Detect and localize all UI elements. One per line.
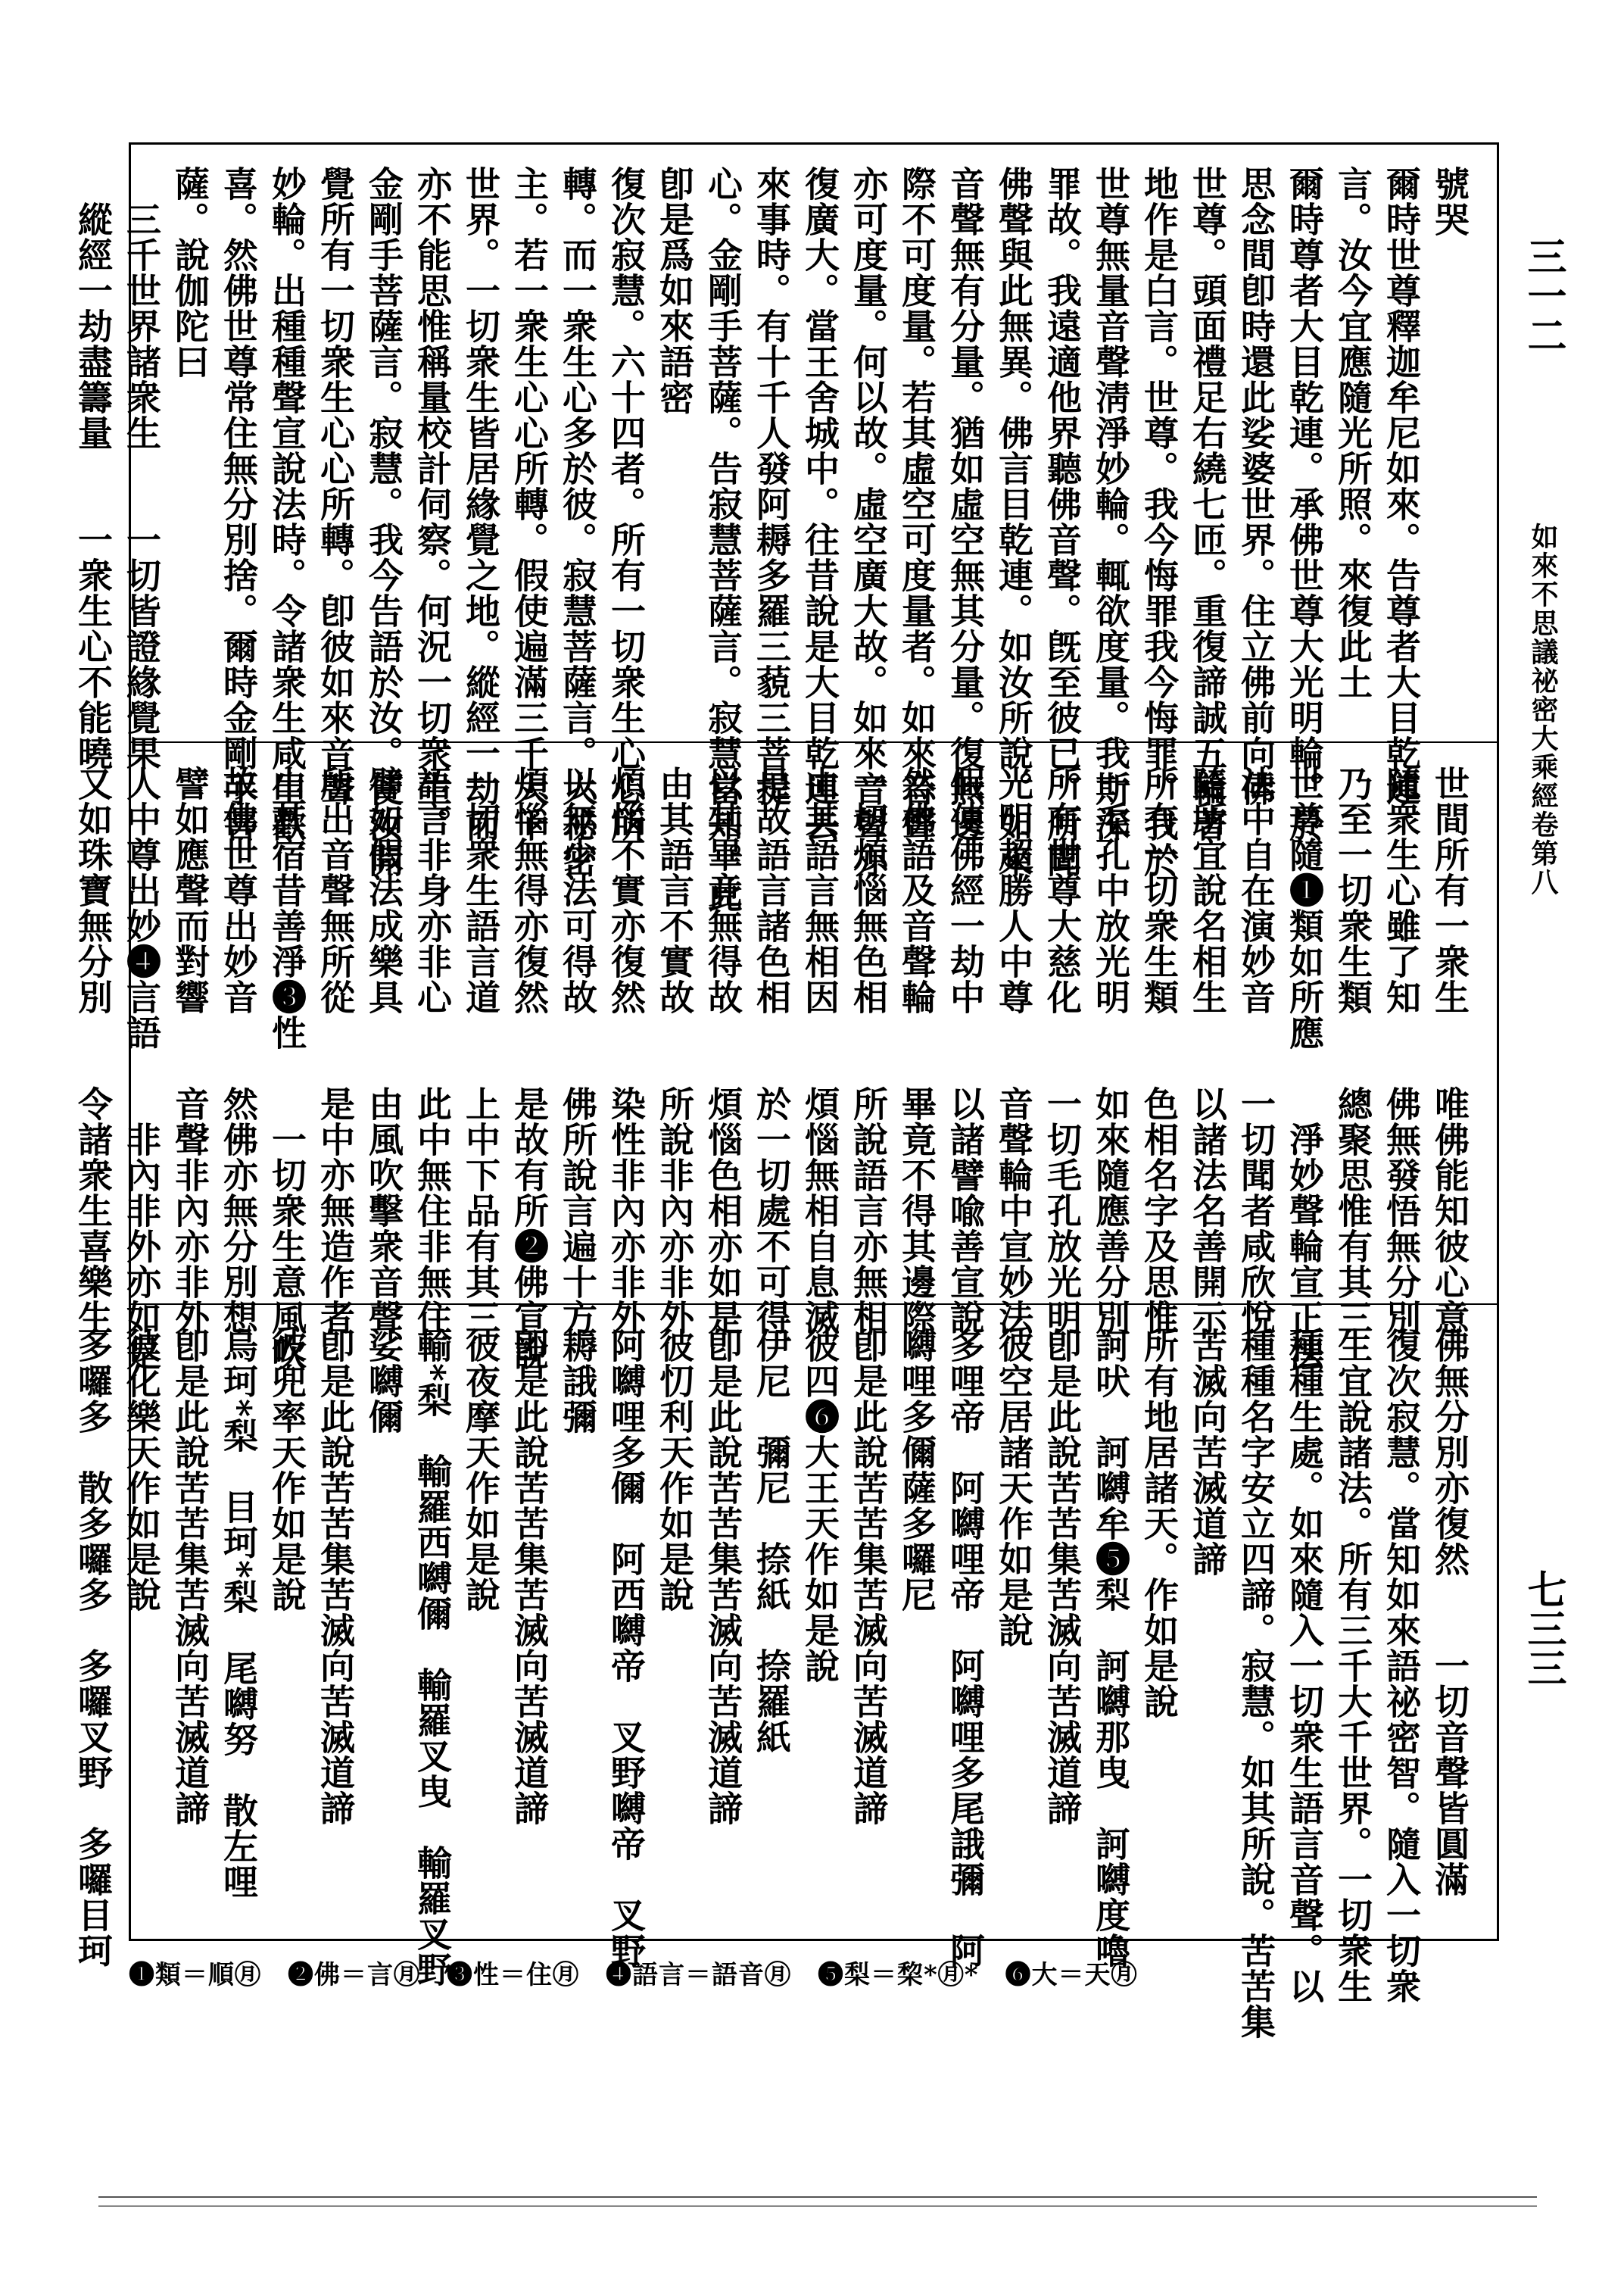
text-column: 號哭 xyxy=(1429,166,1470,237)
text-column: 所有一切衆生類 色相名字及思惟 xyxy=(1139,766,1180,1335)
bottom-rule-1 xyxy=(98,2196,1537,2198)
text-column: 由其語言不實故 所說非內亦非外 xyxy=(654,766,695,1335)
text-column: 罪故。我遠適他界聽佛音聲。旣至彼已。所聞 xyxy=(1042,166,1083,878)
page-number: 七三三 xyxy=(1520,1569,1566,1687)
text-column: 嚩哩多儞薩多囉尼 xyxy=(896,1328,937,1612)
text-column: 復廣大。當王舍城中。往昔說是大目乾連去 xyxy=(800,166,840,842)
text-column: 彼化樂天作如是說 xyxy=(121,1328,162,1612)
text-column: 薩。說伽陀曰 xyxy=(170,166,210,379)
text-column: 又如珠寶無分別 令諸衆生喜樂生 xyxy=(73,766,114,1335)
text-column: 輸*梨 輸羅西嚩儞 輸羅叉曳 輸羅叉野 xyxy=(412,1328,453,1988)
text-section-top xyxy=(73,145,1497,913)
text-column: 復次寂慧。當知如來語祕密智。隨入一切衆 xyxy=(1381,1328,1422,2004)
verse-section-middle xyxy=(73,744,1497,1371)
text-column: 光明超勝人中尊 音聲輪中宣妙法 xyxy=(993,766,1034,1335)
text-column: 生宜說諸法。所有三千大千世界。一切衆生 xyxy=(1333,1328,1373,2004)
volume-number: 三一二 xyxy=(1520,236,1566,354)
bottom-rule-2 xyxy=(98,2205,1537,2207)
text-column: 亦可度量。何以故。虛空廣大故。如來音聲亦 xyxy=(848,166,889,878)
text-column: 乃至一切衆生類 總聚思惟有其三 xyxy=(1333,766,1373,1335)
text-column: 阿嚩哩多儞 阿西嚩帝 叉野嚩帝 叉野 xyxy=(606,1328,647,1968)
text-column: 人中尊出妙❹言語 非內非外亦如是 xyxy=(121,766,162,1371)
text-column: 際不可度量。若其虛空可度量者。如來音聲 xyxy=(896,166,937,842)
text-columns-top xyxy=(69,166,1474,913)
text-column: 世尊。頭面禮足右繞七匝。重復諦誠五輪著 xyxy=(1187,166,1228,842)
text-column: 卽是此說苦苦集苦滅向苦滅道諦 xyxy=(703,1328,743,1826)
text-column: 縱經一劫盡籌量 一衆生心不能曉 xyxy=(73,166,114,771)
text-column: 煩惱無得亦復然 是故有所❷佛宣說 xyxy=(509,766,550,1371)
text-column: 主。若一衆生心心所轉。假使遍滿三千大千 xyxy=(509,166,550,842)
text-column: 卽是此說苦苦集苦滅向苦滅道諦 xyxy=(509,1328,550,1826)
text-column: 爾時世尊釋迦牟尼如來。告尊者大目乾連 xyxy=(1381,166,1422,807)
text-column: 喜。然佛世尊常住無分別捨。爾時金剛手菩 xyxy=(218,166,259,842)
text-column: 以其畢竟無得故 煩惱色相亦如是 xyxy=(703,766,743,1335)
text-column: 故佛世尊出妙音 然佛亦無分別想 xyxy=(218,766,259,1335)
text-column: 是故語言諸色相 於一切處不可得 xyxy=(751,766,792,1335)
text-column: 卽是此說苦苦集苦滅向苦滅道諦 xyxy=(315,1328,356,1826)
text-column: 卽是此說苦苦集苦滅向苦滅道諦 xyxy=(1042,1328,1083,1826)
text-column: 言。汝今宜應隨光所照。來復此土 xyxy=(1333,166,1373,700)
text-column: 一切煩惱無色相 所說語言亦無相 xyxy=(848,766,889,1335)
text-column: 一毛孔中放光明 如來隨應善分別 xyxy=(1090,766,1131,1335)
text-column: 卽是爲如來語密 xyxy=(654,166,695,415)
text-column: 隨所宜說名相生 以諸法名善開示 xyxy=(1187,766,1228,1335)
text-column: 語言非身亦非心 此中無住非無住 xyxy=(412,766,453,1335)
text-column: 多囉多 散多囉多 多囉叉野 多囉目珂 xyxy=(73,1328,114,1968)
text-column: 假使佛經一劫中 以諸譬喩善宣說 xyxy=(945,766,986,1335)
text-column: 世界。一切衆生皆居緣覺之地。縱經一劫而 xyxy=(460,166,501,842)
text-column: 世尊無量音聲淸淨妙輪。輒欲度量。我斯深 xyxy=(1090,166,1131,842)
text-column: 烏珂*梨 目珂*梨 尾嚩努 散左哩 xyxy=(218,1328,259,1900)
text-column: 以無少法可得故 佛所說言遍十方 xyxy=(557,766,598,1335)
text-column: 彼夜摩天作如是說 xyxy=(460,1328,501,1612)
text-column: 所出音聲無所從 是中亦無造作者 xyxy=(315,766,356,1335)
text-column: 所有地居諸天。作如是說 xyxy=(1139,1328,1180,1719)
text-column: 訶吠 訶嚩牟❺梨 訶嚩那曳 訶嚩度嚕 xyxy=(1090,1328,1131,1968)
text-column: 地作是白言。世尊。我今悔罪我今悔罪。我於 xyxy=(1139,166,1180,878)
text-column: 彼忉利天作如是說 xyxy=(654,1328,695,1612)
text-column: 隨衆生心雖了知 佛無發悟無分別 xyxy=(1381,766,1422,1335)
text-column: 所有世尊大慈化 一切毛孔放光明 xyxy=(1042,766,1083,1335)
text-column: 佛聲與此無異。佛言目乾連。如汝所說。如來 xyxy=(993,166,1034,878)
text-column: 來事時。有十千人發阿耨多羅三藐三菩提 xyxy=(751,166,792,807)
text-column: 彼四❻大王天作如是說 xyxy=(800,1328,840,1684)
text-column: 譬如假法成樂具 由風吹擊衆音聲 xyxy=(363,766,404,1335)
text-column: 妙輪。出種種聲宣說法時。令諸衆生咸生歡 xyxy=(267,166,307,842)
text-column: 娑嚩儞 xyxy=(363,1328,404,1434)
text-column: 彼空居諸天作如是說 xyxy=(993,1328,1034,1648)
text-column: 譬如應聲而對響 音聲非內亦非外 xyxy=(170,766,210,1335)
text-column: 轉。而一衆生心多於彼。寂慧菩薩言。大祕密 xyxy=(557,166,598,878)
text-column: 心。金剛手菩薩。告寂慧菩薩言。寂慧當知。此 xyxy=(703,166,743,913)
text-column: 卽是此說苦苦集苦滅向苦滅道諦 xyxy=(848,1328,889,1826)
text-column: 覺所有一切衆生心心所轉。卽彼如來音聲 xyxy=(315,166,356,807)
text-column: 多哩帝 阿嚩哩帝 阿嚩哩多尾誐彌 阿 xyxy=(945,1328,986,1968)
text-column: 世間所有一衆生 唯佛能知彼心意 xyxy=(1429,766,1470,1335)
text-column: 音聲無有分量。猶如虛空無其分量。復無邊 xyxy=(945,166,986,842)
running-title: 如來不思議祕密大乘經卷第八 xyxy=(1527,523,1559,897)
text-column: 佛無分別亦復然 一切音聲皆圓滿 xyxy=(1429,1328,1470,1897)
text-column: 一切衆生語言道 上中下品有其三 xyxy=(460,766,501,1335)
text-column: 然佛語及音聲輪 畢竟不得其邊際 xyxy=(896,766,937,1335)
text-column: 耨誐彌 xyxy=(557,1328,598,1434)
text-column: 金剛手菩薩言。寂慧。我今告語於汝。使汝開 xyxy=(363,166,404,878)
text-column: 伊尼 彌尼 捺紙 捺羅紙 xyxy=(751,1328,792,1755)
text-column: 苦滅向苦滅道諦 xyxy=(1187,1328,1228,1577)
text-column: 煩惱不實亦復然 染性非內亦非外 xyxy=(606,766,647,1335)
text-column: 世尊隨❶類如所應 淨妙聲輪宣正法 xyxy=(1284,766,1325,1371)
text-column: 由其宿昔善淨❸性 一切衆生意風吹 xyxy=(267,766,307,1371)
text-column: 種種生處。如來隨入一切衆生語言音聲。以 xyxy=(1284,1328,1325,2004)
text-column: 亦不能思惟稱量校計伺察。何況一切衆生。 xyxy=(412,166,453,842)
text-column: 彼兜率天作如是說 xyxy=(267,1328,307,1612)
text-column: 思念間卽時還此娑婆世界。住立佛前向佛 xyxy=(1236,166,1276,807)
text-column: 三千世界諸衆生 一切皆證緣覺果 xyxy=(121,166,162,771)
text-column: 爾時尊者大目乾連。承佛世尊大光明輪。於 xyxy=(1284,166,1325,842)
footnotes: ❶類＝順㊊ ❷佛＝言㊊ ❸性＝住㊊ ❹語言＝語音㊊ ❺梨＝棃*㊊* ❻大＝天㊊ xyxy=(129,1960,1138,1990)
text-column: 由其語言無相因 煩惱無相自息滅 xyxy=(800,766,840,1335)
text-columns-middle xyxy=(69,766,1474,1371)
text-column: 種種名字安立四諦。寂慧。如其所說。苦苦集 xyxy=(1236,1328,1276,2039)
text-column: 法中自在演妙音 一切聞者咸欣悅 xyxy=(1236,766,1276,1335)
text-column: 復次寂慧。六十四者。所有一切衆生心心所 xyxy=(606,166,647,842)
text-column: 卽是此說苦苦集苦滅向苦滅道諦 xyxy=(170,1328,210,1826)
